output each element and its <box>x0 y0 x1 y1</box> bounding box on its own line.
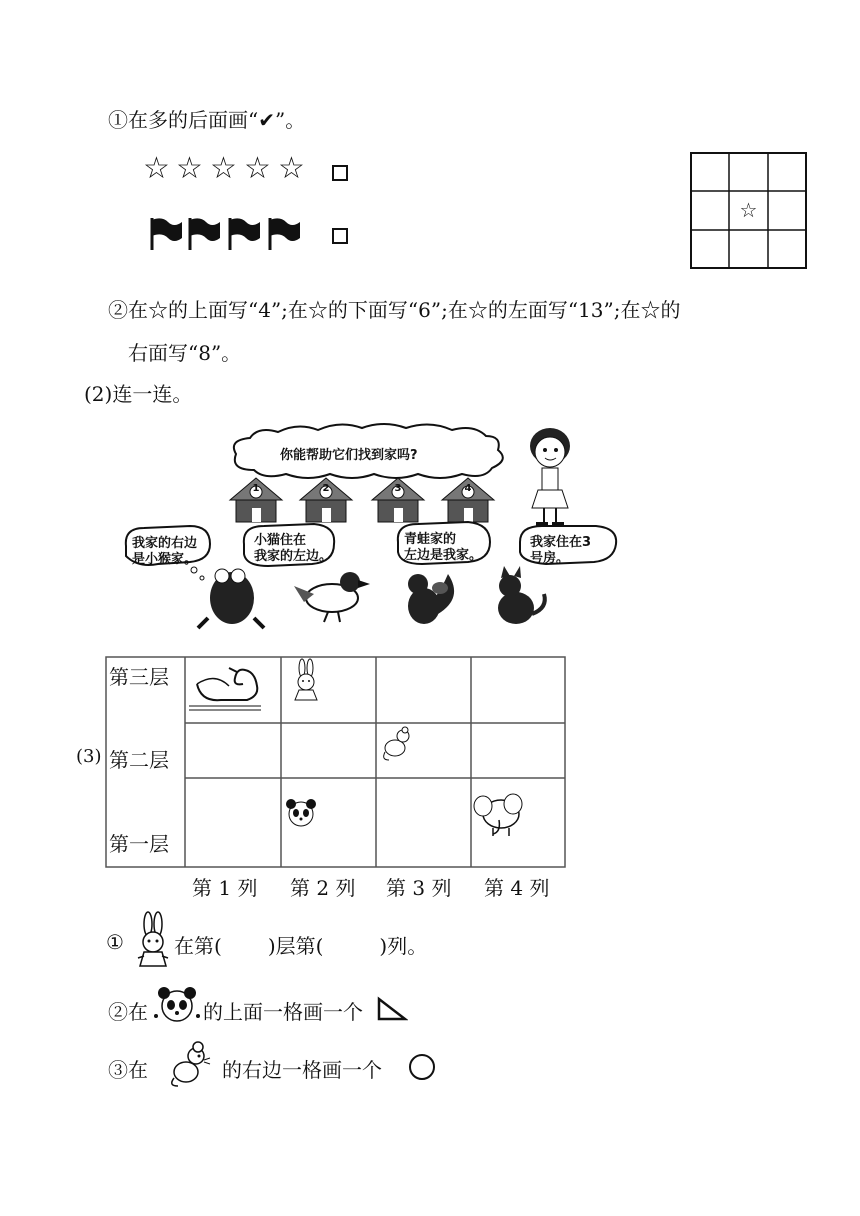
star-icon: ☆ <box>210 151 237 186</box>
column-label: 第 1 列 <box>192 876 258 900</box>
sub-question-1-text-b: )层第( <box>267 934 324 958</box>
bubble-text: 小猫住在 <box>254 533 307 548</box>
column-label: 第 2 列 <box>290 876 356 900</box>
instruction-write-numbers-line1: ②在☆的上面写“4”;在☆的下面写“6”;在☆的左面写“13”;在☆的 <box>108 298 681 322</box>
sub-question-1-text-a: 在第( <box>174 934 222 958</box>
star-icon: ☆ <box>244 151 271 186</box>
circle-icon <box>406 1052 438 1082</box>
bubble-frog <box>132 536 197 568</box>
sub-question-3-prefix: ③在 <box>108 1058 148 1082</box>
mouse-icon <box>166 1040 214 1090</box>
panda-icon <box>152 986 202 1024</box>
column-label: 第 3 列 <box>386 876 452 900</box>
cat-icon <box>498 566 545 624</box>
grid-cell-bottom[interactable] <box>729 230 768 268</box>
star-icon: ☆ <box>278 151 305 186</box>
triangle-icon <box>376 996 408 1022</box>
flag-icon <box>230 218 260 250</box>
instruction-check-more: ①在多的后面画“✔”。 <box>108 108 306 132</box>
sub-question-3-text: 的右边一格画一个 <box>222 1058 382 1082</box>
bird-icon <box>294 572 370 622</box>
question-3-label: (3) <box>76 746 102 767</box>
bubble-text: 我家的右边 <box>132 536 198 551</box>
grid-cell-left[interactable] <box>690 191 728 230</box>
row-label: 第二层 <box>109 748 169 772</box>
sub-question-2-prefix: ②在 <box>108 1000 148 1024</box>
star-icon: ☆ <box>176 151 203 186</box>
frog-icon <box>198 569 264 628</box>
bubble-cat <box>530 535 591 567</box>
flag-row <box>148 216 308 252</box>
flag-icon <box>190 218 220 250</box>
grid-cell-bottom-left[interactable] <box>690 230 728 268</box>
bubble-text: 是小猴家。 <box>132 552 198 567</box>
cloud-question: 你能帮助它们找到家吗? <box>280 448 418 463</box>
column-label: 第 4 列 <box>484 876 550 900</box>
rabbit-icon <box>130 910 176 972</box>
sub-question-1-text-c: )列。 <box>379 934 428 958</box>
bubble-squirrel <box>404 532 482 564</box>
house-number: 2 <box>322 483 330 494</box>
bubble-text: 我家住在3 <box>530 535 592 550</box>
house-number: 4 <box>464 483 472 494</box>
house-number: 3 <box>394 483 402 494</box>
row-label: 第一层 <box>109 832 169 856</box>
bubble-bird <box>254 533 332 565</box>
instruction-write-numbers-line2: 右面写“8”。 <box>128 341 242 365</box>
row-label: 第三层 <box>109 665 169 689</box>
answer-box-stars[interactable] <box>332 165 348 181</box>
grid-cell-bottom-right[interactable] <box>768 230 806 268</box>
squirrel-icon <box>408 574 454 624</box>
grid-center-star: ☆ <box>739 198 758 222</box>
girl-icon <box>530 428 570 527</box>
star-icon: ☆ <box>143 151 170 186</box>
grid-cell-top-right[interactable] <box>768 152 806 190</box>
bubble-text: 我家的左边。 <box>254 549 333 564</box>
question-2-title: (2)连一连。 <box>84 382 193 406</box>
sub-question-1-number: ① <box>106 930 124 954</box>
grid-cell-right[interactable] <box>768 191 806 230</box>
sub-question-1-text <box>174 930 427 959</box>
bubble-text: 号房。 <box>530 551 570 566</box>
bubble-text: 左边是我家。 <box>404 548 483 563</box>
sub-question-2-text: 的上面一格画一个 <box>203 1000 363 1024</box>
answer-box-flags[interactable] <box>332 228 348 244</box>
flag-icon <box>270 218 300 250</box>
layer-column-grid <box>105 656 567 870</box>
bubble-text: 青蛙家的 <box>404 532 457 547</box>
grid-cell-top-left[interactable] <box>690 152 728 190</box>
house-number: 1 <box>252 483 260 494</box>
grid-cell-top[interactable] <box>729 152 768 190</box>
flag-icon <box>152 218 182 250</box>
